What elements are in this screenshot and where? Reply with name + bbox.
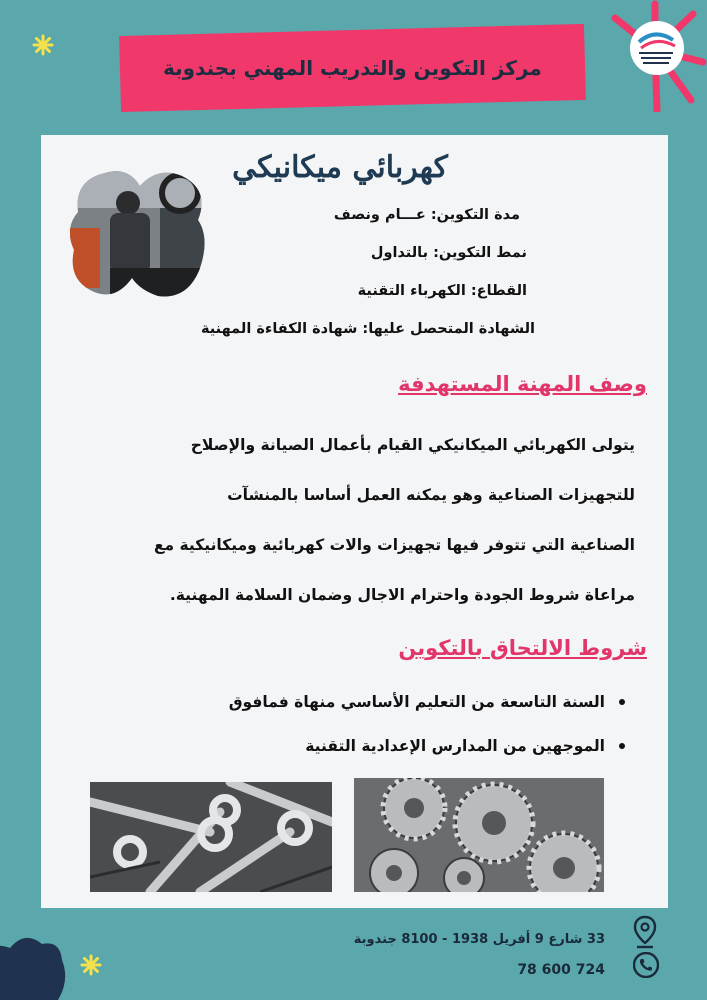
- bullet-icon: [619, 699, 625, 705]
- phone-icon: [633, 952, 659, 978]
- description-line: للتجهيزات الصناعية وهو يمكنه العمل أساسا بالمنشآت: [227, 486, 635, 504]
- description-line: الصناعية التي تتوفر فيها تجهيزات والات كهربائية وميكانيكية مع: [153, 536, 635, 554]
- worker-photo: [70, 168, 210, 303]
- header-banner: [119, 24, 586, 112]
- description-line: مراعاة شروط الجودة واحترام الاجال وضمان السلامة المهنية.: [169, 586, 635, 604]
- duration-row: مدة التكوين: عـــام ونصف: [333, 207, 520, 223]
- footer-address: 33 شارع 9 أفريل 1938 - 8100 جندوبة: [353, 932, 605, 947]
- program-info: [201, 200, 535, 352]
- sector-row: القطاع: الكهرباء التقنية: [357, 283, 527, 299]
- decorative-blob: [0, 930, 70, 1000]
- description-title: وصف المهنة المستهدفة: [398, 372, 647, 396]
- occupation-title: كهربائي ميكانيكي: [232, 150, 448, 185]
- list-item: [229, 680, 625, 724]
- mode-row: نمط التكوين: بالتداول: [370, 245, 527, 261]
- footer-phone: 78 600 724: [517, 962, 605, 978]
- location-pin-icon: [633, 915, 657, 949]
- sparkle-star-icon: [32, 34, 54, 56]
- gears-image: [354, 778, 604, 892]
- certificate-row: الشهادة المتحصل عليها: شهادة الكفاءة المهنية: [200, 321, 535, 337]
- list-item-text: السنة التاسعة من التعليم الأساسي منهاة فمافوق: [228, 693, 605, 711]
- list-item-text: الموجهين من المدارس الإعدادية التقنية: [305, 737, 605, 755]
- header-title: مركز التكوين والتدريب المهني بجندوبة: [163, 56, 542, 80]
- bullet-icon: [619, 743, 625, 749]
- sparkle-star-icon: [80, 954, 102, 976]
- logo-icon: [595, 0, 707, 112]
- list-item: [229, 724, 625, 768]
- wrenches-image: [90, 782, 332, 892]
- description-line: يتولى الكهربائي الميكانيكي القيام بأعمال الصيانة والإصلاح: [190, 436, 635, 454]
- description-text: [135, 420, 635, 620]
- requirements-list: [229, 680, 625, 768]
- requirements-title: شروط الالتحاق بالتكوين: [398, 636, 647, 660]
